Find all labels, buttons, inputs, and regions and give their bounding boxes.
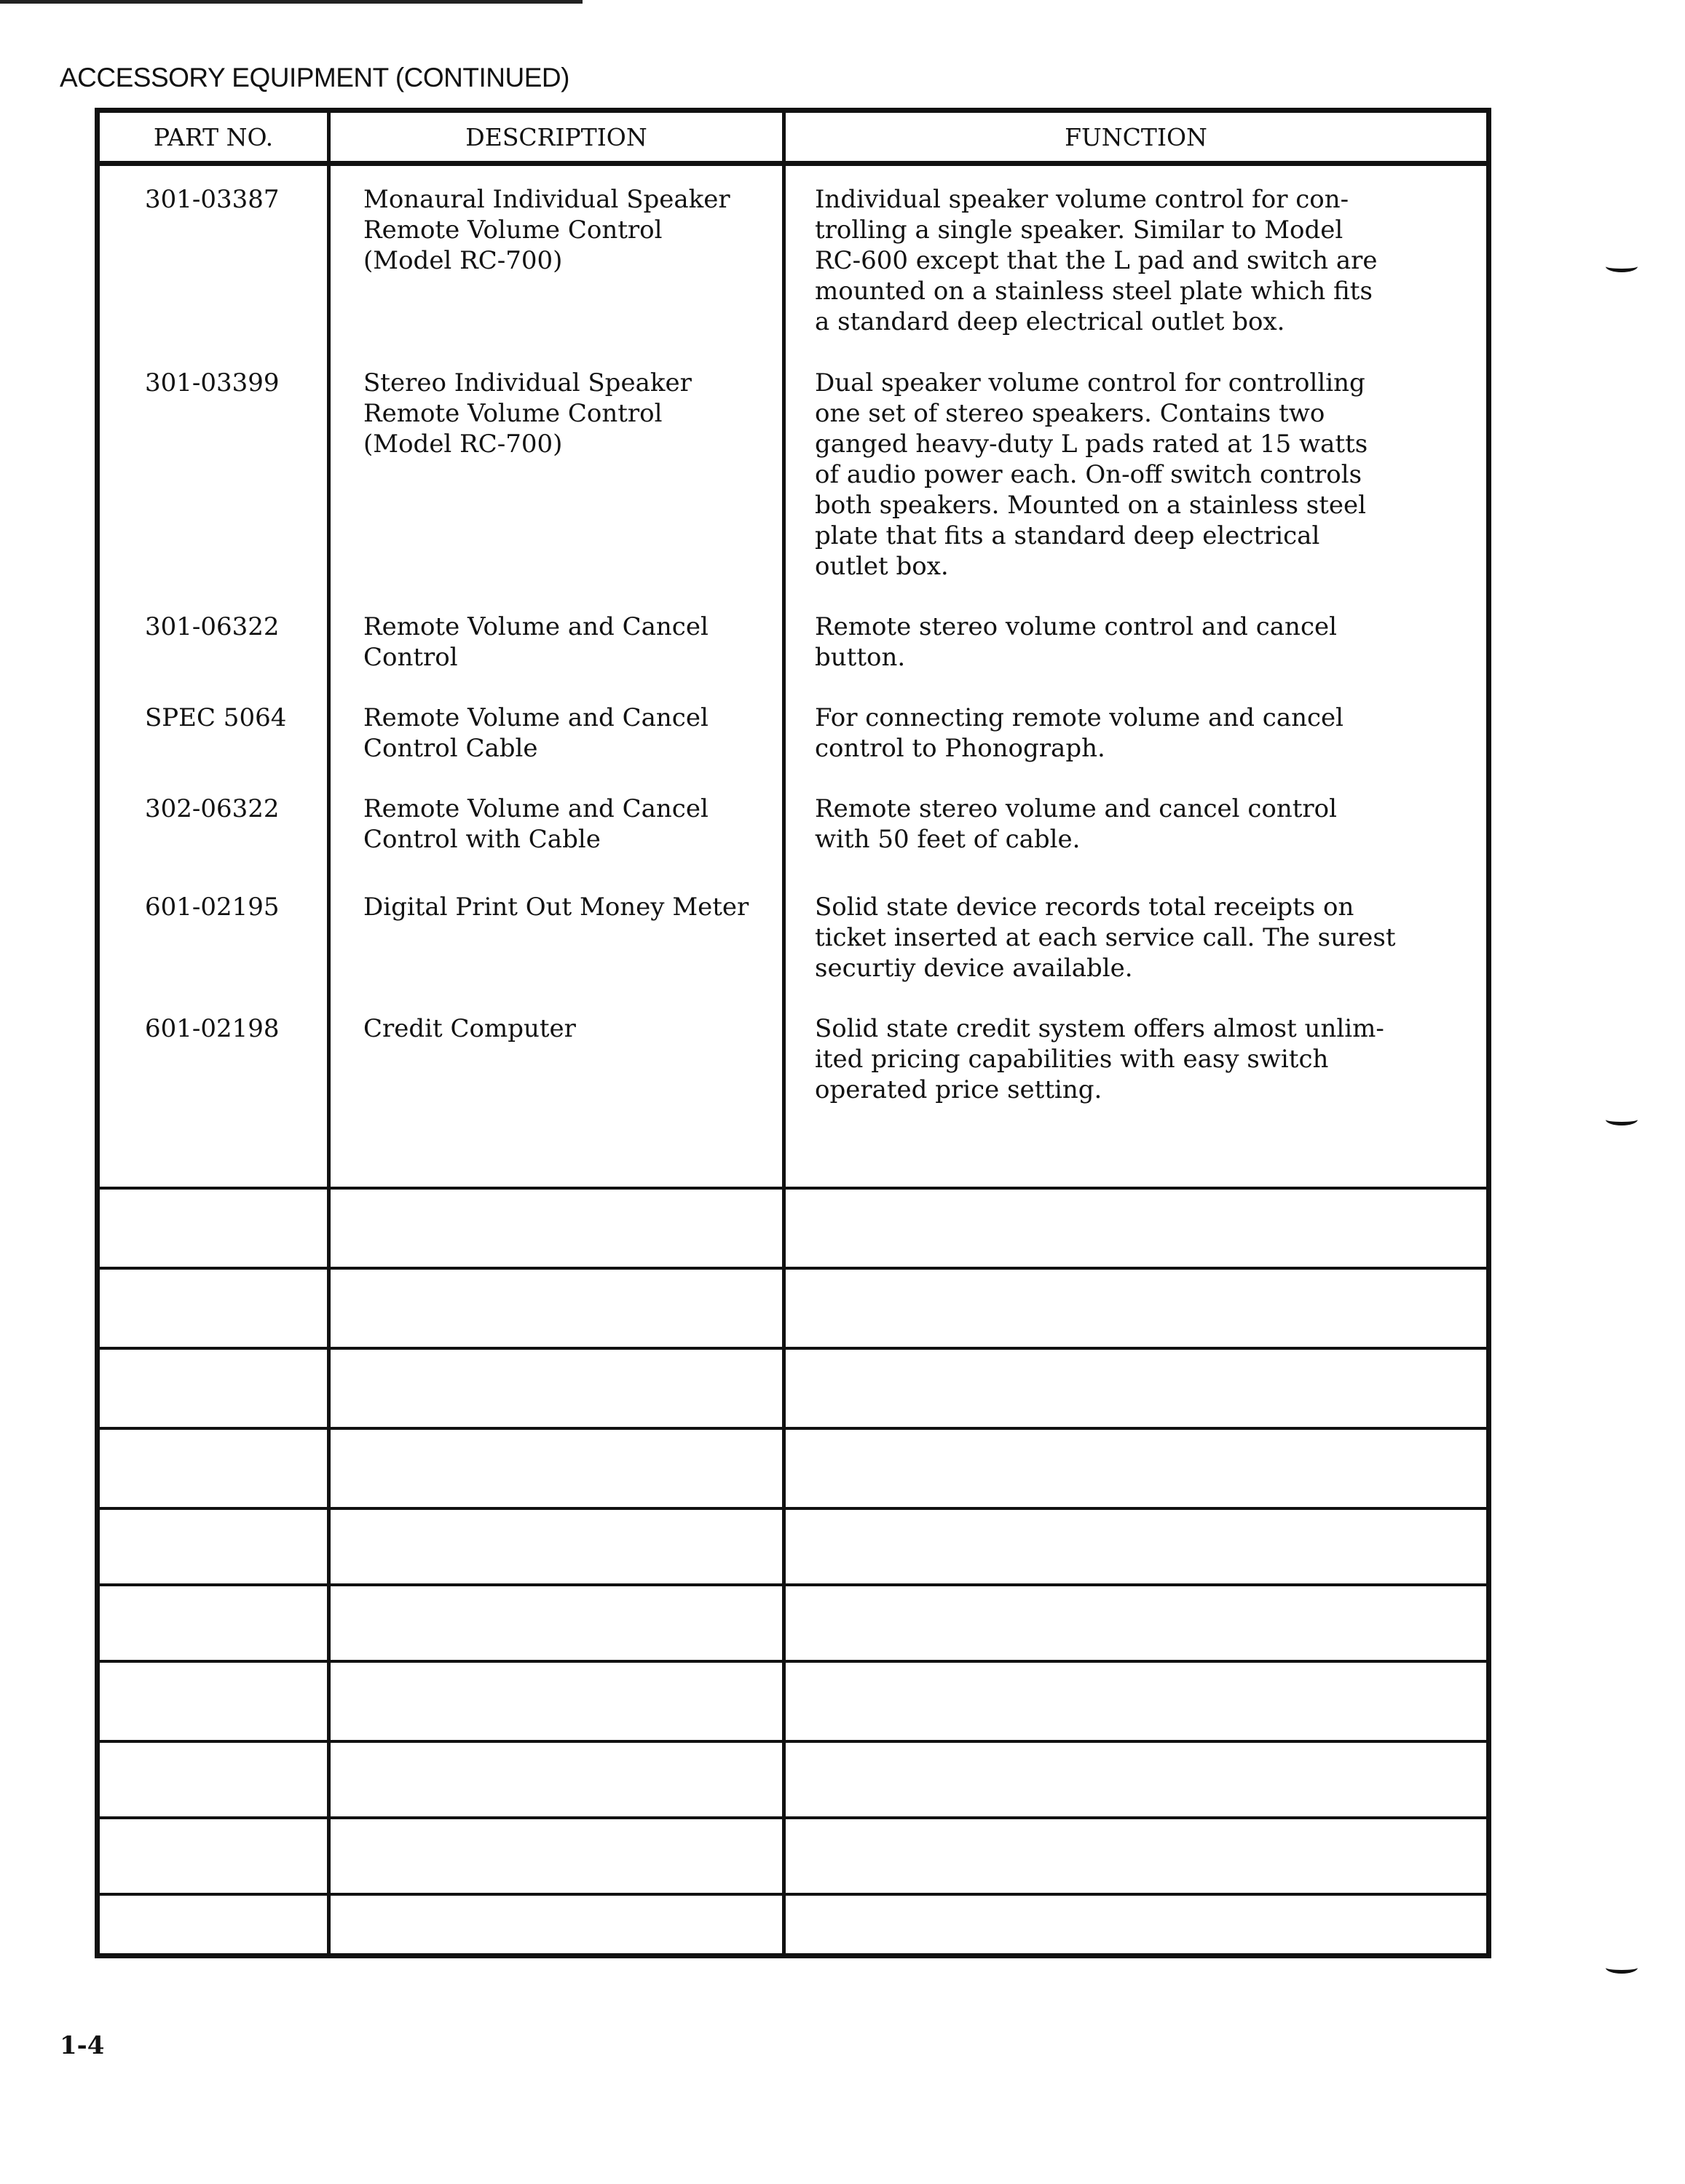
row-6-function: Solid state device records total receipts on ticket inserted at each service call. The surest securtiy device available.	[815, 893, 1396, 983]
row-7-part-no: 601-02198	[145, 1014, 280, 1043]
empty-row-divider	[100, 1740, 1486, 1743]
row-4-part-no: SPEC 5064	[145, 703, 287, 732]
header-description: DESCRIPTION	[465, 123, 647, 151]
empty-row-divider	[100, 1427, 1486, 1430]
row-2-part-no: 301-03399	[145, 368, 280, 397]
row-2-function: Dual speaker volume control for controlling one set of stereo speakers. Contains two ganged heavy-duty L pads rated at 15 watts of audio power each. On-off switch controls both speakers. Mounted on a stainless steel plate that fits a standard deep electrical outlet box.	[815, 368, 1368, 581]
empty-row-divider	[100, 1816, 1486, 1819]
section-title: ACCESSORY EQUIPMENT (CONTINUED)	[60, 63, 569, 92]
row-5-description: Remote Volume and Cancel Control with Cable	[363, 794, 709, 854]
empty-row-divider	[100, 1347, 1486, 1350]
row-7-function: Solid state credit system offers almost unlim- ited pricing capabilities with easy switch operated price setting.	[815, 1014, 1384, 1104]
empty-row-divider	[100, 1583, 1486, 1586]
header-divider	[100, 161, 1486, 166]
accessory-table	[95, 108, 1491, 1958]
empty-row-divider	[100, 1893, 1486, 1896]
row-6-description: Digital Print Out Money Meter	[363, 893, 749, 922]
top-rule	[0, 0, 583, 4]
row-5-part-no: 302-06322	[145, 794, 280, 823]
empty-row-divider	[100, 1660, 1486, 1663]
row-4-description: Remote Volume and Cancel Control Cable	[363, 703, 709, 763]
empty-row-divider	[100, 1187, 1486, 1190]
row-6-part-no: 601-02195	[145, 893, 280, 922]
row-3-function: Remote stereo volume control and cancel button.	[815, 612, 1337, 672]
column-divider	[782, 113, 786, 1953]
row-3-description: Remote Volume and Cancel Control	[363, 612, 709, 672]
binding-hole-mark	[1606, 261, 1638, 272]
header-function: FUNCTION	[1065, 123, 1207, 151]
row-7-description: Credit Computer	[363, 1014, 576, 1043]
row-5-function: Remote stereo volume and cancel control with 50 feet of cable.	[815, 794, 1337, 854]
empty-row-divider	[100, 1507, 1486, 1510]
page-number: 1-4	[60, 2031, 105, 2060]
row-4-function: For connecting remote volume and cancel control to Phonograph.	[815, 703, 1344, 763]
binding-hole-mark	[1606, 1962, 1638, 1974]
row-1-part-no: 301-03387	[145, 185, 280, 214]
row-2-description: Stereo Individual Speaker Remote Volume Control (Model RC-700)	[363, 368, 692, 459]
row-1-function: Individual speaker volume control for con- trolling a single speaker. Similar to Model RC-600 except that the L pad and switch are mounted on a stainless steel plate which fits a standard deep electrical outlet box.	[815, 185, 1378, 336]
header-part-no: PART NO.	[153, 123, 274, 151]
row-1-description: Monaural Individual Speaker Remote Volume Control (Model RC-700)	[363, 185, 730, 275]
row-3-part-no: 301-06322	[145, 612, 280, 641]
binding-hole-mark	[1606, 1114, 1638, 1125]
column-divider	[327, 113, 331, 1953]
empty-row-divider	[100, 1267, 1486, 1270]
